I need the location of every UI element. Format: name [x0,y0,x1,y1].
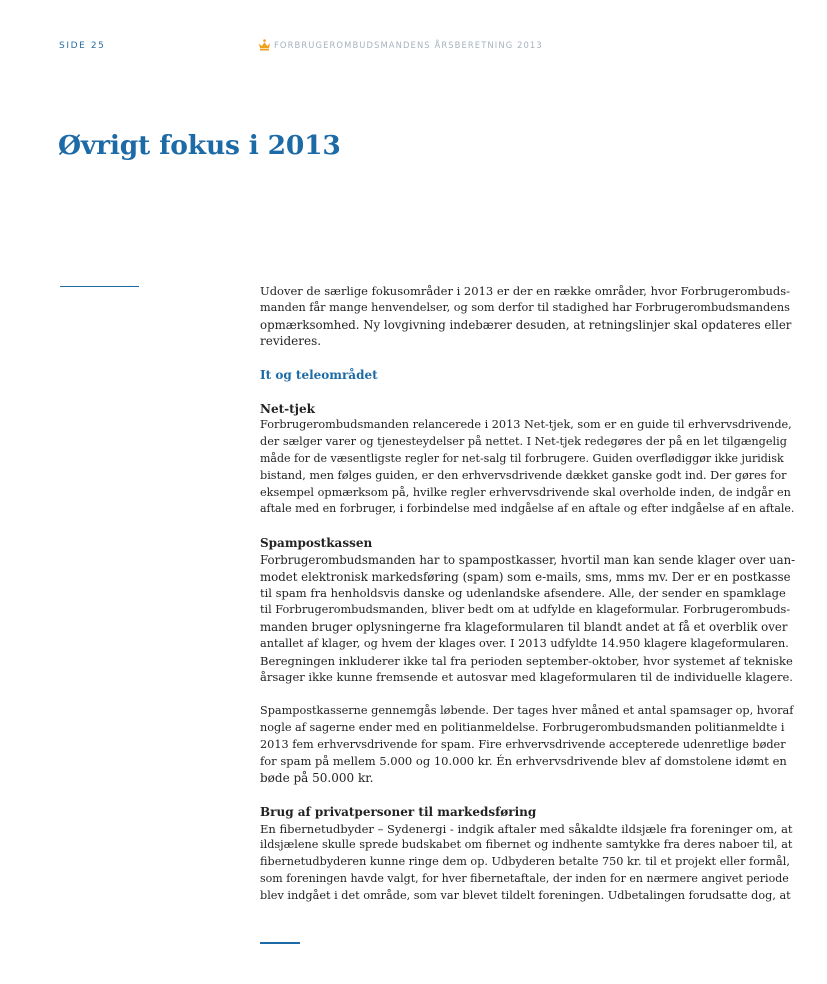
text-line: bøde på 50.000 kr. [260,771,374,786]
subsection-heading: Brug af privatpersoner til markedsføring [260,804,537,819]
text-line: eksempel opmærksom på, hvilke regler erhvervsdrivende skal overholde inden, de indgår en [260,485,791,499]
intro-paragraph [260,283,795,350]
text-line: modet elektronisk markedsføring (spam) som e-mails, sms, mms mv. Der er en postkasse [260,569,791,584]
section-heading: It og teleområdet [260,367,378,382]
text-line: som foreningen havde valgt, for hver fibernetaftale, der inden for en nærmere angivet periode [260,871,789,885]
intro-line: manden får mange henvendelser, og som derfor til stadighed har Forbrugerombudsmandens [260,300,790,314]
text-line: årsager ikke kunne fremsende et autosvar med klageformularen til de individuelle klagere. [260,670,793,685]
text-line: blev indgået i det område, som var blevet tildelt foreningen. Udbetalingen forudsatte dog, at [260,888,791,902]
decorative-rule [260,942,300,944]
text-line: til Forbrugerombudsmanden, bliver bedt om at udfylde en klageformular. Forbrugerombuds- [260,603,791,617]
text-line: der sælger varer og tjenesteydelser på nettet. I Net-tjek redegøres der på en let tilgængelig [260,435,787,449]
intro-line: revideres. [260,334,322,349]
paragraph [260,703,795,787]
text-line: Spampostkasserne gennemgås løbende. Der tages hver måned et antal spamsager op, hvoraf [260,703,794,717]
text-line: til spam fra henholdsvis danske og udenlandske afsendere. Alle, der sender en spamklage [260,586,786,601]
paragraph [260,552,795,686]
text-line: antallet af klager, og hvem der klages over. I 2013 udfyldte 14.950 klagere klageformularen. [260,636,789,650]
subsection-heading: Net-tjek [260,401,315,416]
text-line: Beregningen inkluderer ikke tal fra perioden september-oktober, hvor systemet af tekniske [260,653,793,668]
subsection-heading: Spampostkassen [260,535,373,550]
crown-icon [258,39,271,51]
text-line: for spam på mellem 5.000 og 10.000 kr. Én erhvervsdrivende blev af domstolene idømt en [260,754,787,769]
running-header [258,39,543,51]
page-number: SIDE 25 [59,41,106,51]
intro-line: Udover de særlige fokusområder i 2013 er der en række områder, hvor Forbrugerombuds- [260,284,791,298]
text-line: manden bruger oplysningerne fra klageformularen til blandt andet at få et overblik over [260,619,788,634]
text-line: ildsjælene skulle sprede budskabet om fibernet og indhente samtykke fra deres naboer til, at [260,838,793,852]
text-line: aftale med en forbruger, i forbindelse med indgåelse af en aftale og efter indgåelse af en aftale. [260,502,795,516]
text-line: bistand, men følges guiden, er den erhvervsdrivende dækket ganske godt ind. Der gøres for [260,468,787,482]
intro-line: opmærksomhed. Ny lovgivning indebærer desuden, at retningslinjer skal opdateres eller [260,317,792,332]
body-column [260,283,795,904]
text-line: nogle af sagerne ender med en politianmeldelse. Forbrugerombudsmanden politianmeldte i [260,720,785,734]
text-line: måde for de væsentligste regler for net-salg til forbrugere. Guiden overflødiggør ikke juridisk [260,451,784,465]
paragraph [260,417,795,518]
text-line: fibernetudbyderen kunne ringe dem op. Udbyderen betalte 750 kr. til et projekt eller formål, [260,855,790,869]
text-line: 2013 fem erhvervsdrivende for spam. Fire erhvervsdrivende accepterede udenretlige bøder [260,737,786,751]
chapter-title: Øvrigt fokus i 2013 [58,130,341,161]
paragraph [260,821,795,905]
text-line: En fibernetudbyder – Sydenergi - indgik aftaler med såkaldte ildsjæle fra foreninger om, at [260,821,793,836]
running-header-text: FORBRUGEROMBUDSMANDENS ÅRSBERETNING 2013 [274,40,543,50]
text-line: Forbrugerombudsmanden relancerede i 2013 Net-tjek, som er en guide til erhvervsdrivende, [260,418,792,432]
text-line: Forbrugerombudsmanden har to spampostkasser, hvortil man kan sende klager over uan- [260,552,796,567]
decorative-rule [60,286,139,287]
